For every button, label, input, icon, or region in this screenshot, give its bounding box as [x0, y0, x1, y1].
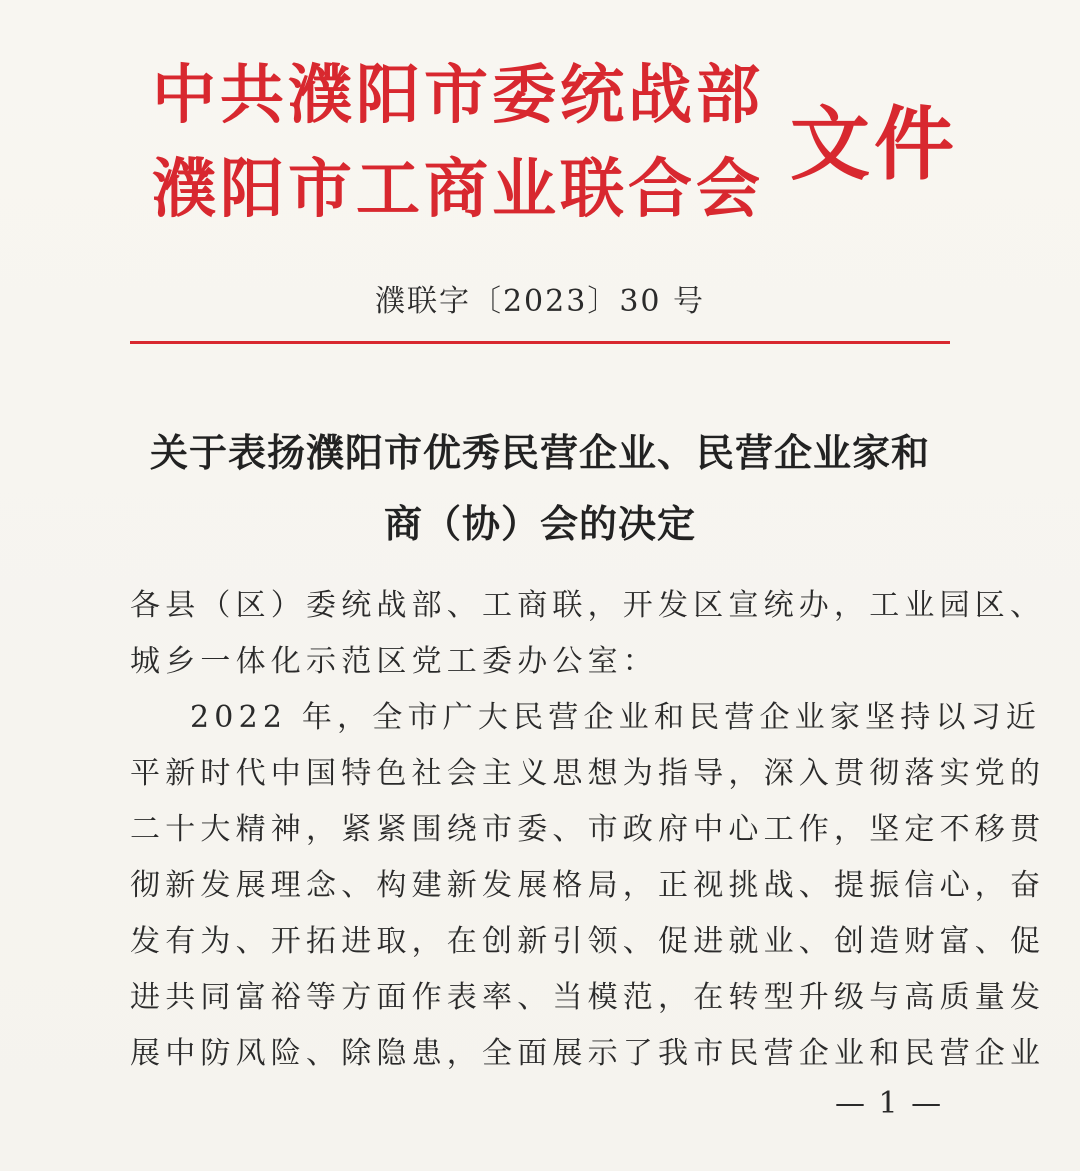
body-paragraph-line: 展中防风险、除隐患，全面展示了我市民营企业和民营企业	[130, 1036, 1046, 1071]
addressee-line-2: 城乡一体化示范区党工委办公室：	[130, 644, 658, 679]
header-divider	[130, 341, 950, 344]
addressee-line-1: 各县（区）委统战部、工商联，开发区宣统办，工业园区、	[130, 588, 1046, 623]
document-type-label: 文件	[790, 97, 958, 191]
body-paragraph-line: 进共同富裕等方面作表率、当模范，在转型升级与高质量发	[130, 980, 1046, 1015]
issuing-org-1: 中共濮阳市委统战部	[152, 58, 764, 133]
page-number: — 1 —	[835, 1086, 944, 1121]
document-title-line-1: 关于表扬濮阳市优秀民营企业、民营企业家和	[149, 430, 930, 475]
document-title-line-2: 商（协）会的决定	[383, 501, 696, 546]
body-paragraph-line: 2022 年，全市广大民营企业和民营企业家坚持以习近	[190, 700, 1042, 735]
body-paragraph-line: 二十大精神，紧紧围绕市委、市政府中心工作，坚定不移贯	[130, 812, 1046, 847]
issuing-org-2: 濮阳市工商业联合会	[152, 152, 764, 227]
body-paragraph-line: 彻新发展理念、构建新发展格局，正视挑战、提振信心，奋	[130, 868, 1046, 903]
body-paragraph-line: 平新时代中国特色社会主义思想为指导，深入贯彻落实党的	[130, 756, 1046, 791]
body-paragraph-line: 发有为、开拓进取，在创新引领、促进就业、创造财富、促	[130, 924, 1046, 959]
document-number: 濮联字〔2023〕30 号	[374, 284, 706, 319]
